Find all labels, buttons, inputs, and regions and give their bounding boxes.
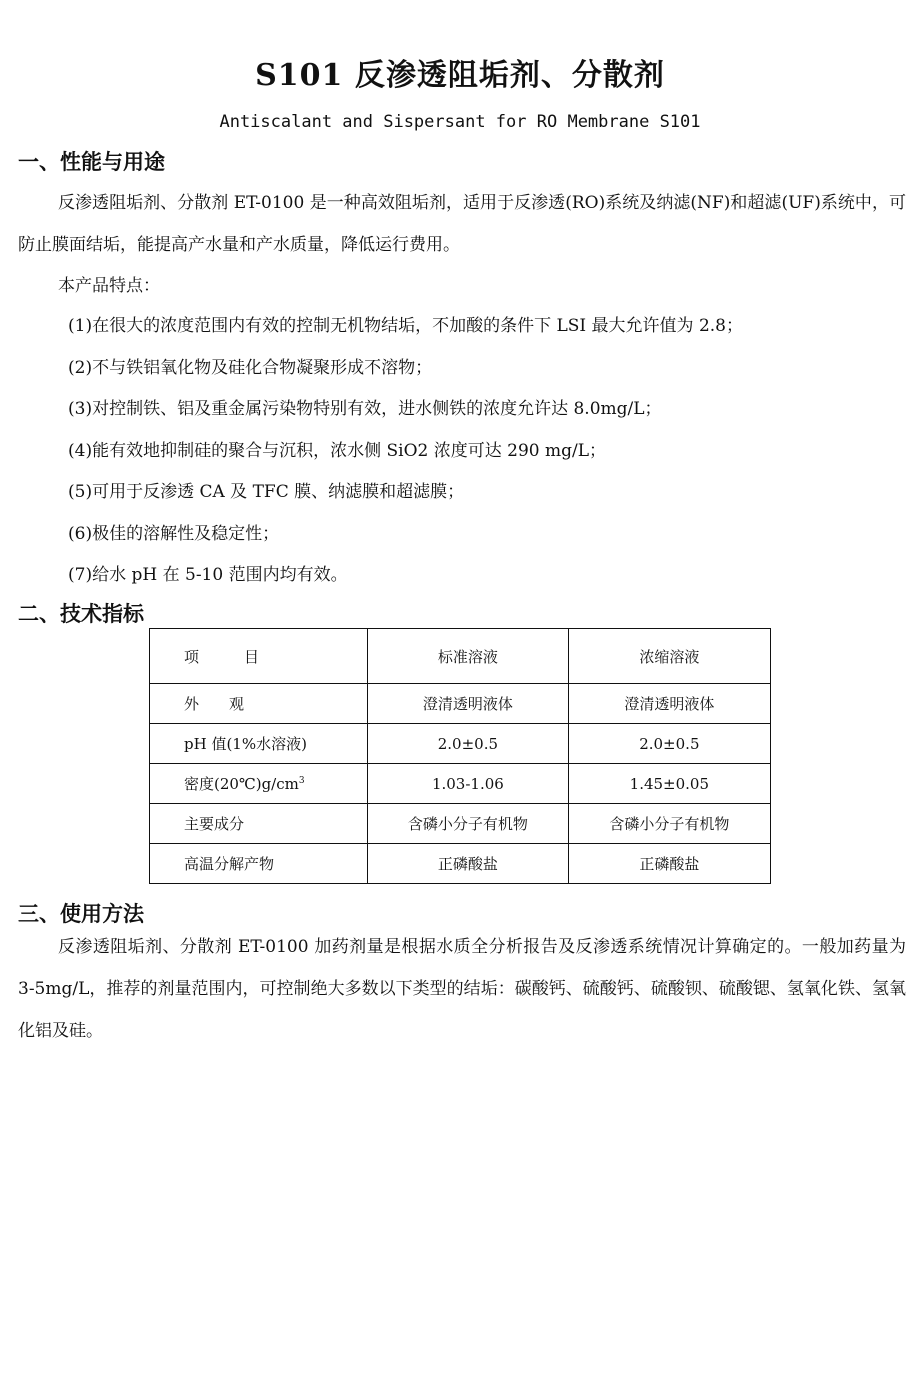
table-cell (150, 764, 368, 804)
table-cell: 澄清透明液体 (368, 684, 569, 724)
section-heading-specs: 二、技术指标 (18, 602, 144, 626)
list-item: (1)在很大的浓度范围内有效的控制无机物结垢，不加酸的条件下 LSI 最大允许值为 2.8； (68, 316, 743, 336)
table-cell: 主要成分 (150, 804, 368, 844)
table-row (150, 764, 771, 804)
list-item: (4)能有效地抑制硅的聚合与沉积，浓水侧 SiO2 浓度可达 290 mg/L； (68, 440, 606, 461)
performance-paragraph: 反渗透阻垢剂、分散剂 ET-0100 是一种高效阻垢剂，适用于反渗透(RO)系统及纳滤(NF)和超滤(UF)系统中，可防止膜面结垢，能提高产水量和产水质量，降低运行费用。 (18, 193, 906, 255)
density-label: 密度(20℃)g/cm (184, 775, 299, 793)
table-header-cell: 浓缩溶液 (568, 629, 770, 684)
density-unit-superscript: 3 (298, 776, 305, 786)
table-row (150, 804, 771, 844)
table-row (150, 844, 771, 884)
list-item: (2)不与铁铝氧化物及硅化合物凝聚形成不溶物； (68, 357, 433, 378)
table-cell: pH 值(1%水溶液) (150, 724, 368, 764)
table-cell: 澄清透明液体 (568, 684, 770, 724)
table-row (150, 684, 771, 724)
usage-paragraph: 反渗透阻垢剂、分散剂 ET-0100 加药剂量是根据水质全分析报告及反渗透系统情况计算确定的。一般加药量为 3-5mg/L，推荐的剂量范围内，可控制绝大多数以下类型的结垢：碳酸钙、硫酸钙、硫酸钡、硫酸锶、氢氧化铁、氢氧化铝及硅。 (18, 937, 906, 1041)
table-cell: 2.0±0.5 (368, 724, 569, 764)
list-item: (6)极佳的溶解性及稳定性； (68, 523, 280, 544)
table-header-cell: 项 目 (150, 629, 368, 684)
section-heading-performance: 一、性能与用途 (18, 150, 165, 174)
table-cell: 1.45±0.05 (568, 764, 770, 804)
list-item: (5)可用于反渗透 CA 及 TFC 膜、纳滤膜和超滤膜； (68, 482, 465, 502)
table-cell: 高温分解产物 (150, 844, 368, 884)
table-cell: 2.0±0.5 (568, 724, 770, 764)
table-row (150, 724, 771, 764)
document-subtitle: Antiscalant and Sispersant for RO Membrane S101 (219, 112, 701, 132)
table-cell: 正磷酸盐 (568, 844, 770, 884)
document-title: S101 反渗透阻垢剂、分散剂 (255, 58, 665, 93)
section-heading-usage: 三、使用方法 (18, 902, 144, 926)
list-item: (3)对控制铁、铝及重金属污染物特别有效，进水侧铁的浓度允许达 8.0mg/L； (68, 399, 662, 419)
table-cell: 含磷小分子有机物 (568, 804, 770, 844)
table-header-cell: 标准溶液 (368, 629, 569, 684)
spec-table (149, 628, 771, 884)
table-cell: 正磷酸盐 (368, 844, 569, 884)
table-header-row (150, 629, 771, 684)
list-item: (7)给水 pH 在 5-10 范围内均有效。 (68, 565, 348, 585)
table-cell: 外 观 (150, 684, 368, 724)
table-cell: 含磷小分子有机物 (368, 804, 569, 844)
features-title: 本产品特点： (58, 276, 160, 296)
table-cell: 1.03-1.06 (368, 764, 569, 804)
feature-list (68, 310, 743, 601)
